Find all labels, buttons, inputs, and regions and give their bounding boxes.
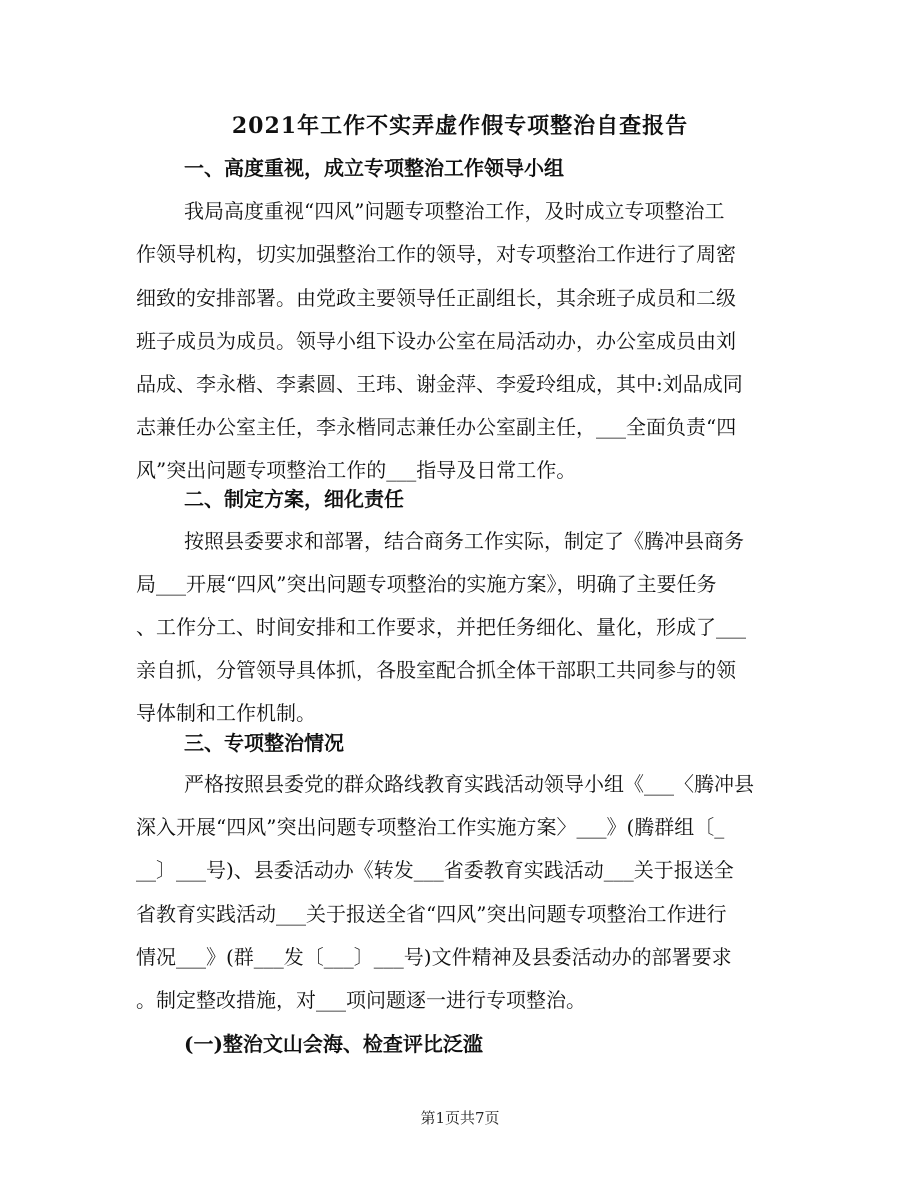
section-2-heading: 二、制定方案，细化责任 [184, 487, 404, 511]
section-3-line-4: 省教育实践活动___关于报送全省“四风”突出问题专项整治工作进行 [136, 902, 727, 926]
section-1-line-2: 作领导机构，切实加强整治工作的领导，对专项整治工作进行了周密 [136, 242, 736, 266]
section-3-line-5: 情况___》(群___发〔___〕___号)文件精神及县委活动办的部署要求 [136, 945, 732, 969]
section-2-line-4: 亲自抓，分管领导具体抓，各股室配合抓全体干部职工共同参与的领 [136, 658, 736, 682]
section-1-heading: 一、高度重视，成立专项整治工作领导小组 [184, 156, 564, 180]
section-2-line-5: 导体制和工作机制。 [136, 701, 316, 725]
page-number: 第1页共7页 [420, 1109, 500, 1127]
section-2-line-2: 局___开展“四风”突出问题专项整治的实施方案》，明确了主要任务 [136, 572, 717, 596]
section-1-line-5: 品成、李永楷、李素圆、王玮、谢金萍、李爱玲组成，其中:刘品成同 [136, 372, 743, 396]
section-3-line-2: 深入开展“四风”突出问题专项整治工作实施方案〉___》(腾群组〔_ [136, 815, 725, 839]
section-1-line-6: 志兼任办公室主任，李永楷同志兼任办公室副主任，___全面负责“四 [136, 415, 737, 439]
section-3-line-1: 严格按照县委党的群众路线教育实践活动领导小组《___〈腾冲县 [184, 772, 754, 796]
subsection-1-heading: (一)整治文山会海、检查评比泛滥 [184, 1032, 483, 1056]
section-1-line-7: 风”突出问题专项整治工作的___指导及日常工作。 [136, 458, 577, 482]
section-1-line-4: 班子成员为成员。领导小组下设办公室在局活动办，办公室成员由刘 [136, 329, 736, 353]
section-2-line-3: 、工作分工、时间安排和工作要求，并把任务细化、量化，形成了___ [136, 615, 746, 639]
section-3-line-3: __〕___号)、县委活动办《转发___省委教育实践活动___关于报送全 [136, 858, 734, 882]
document-title: 2021年工作不实弄虚作假专项整治自查报告 [231, 113, 689, 139]
section-3-line-6: 。制定整改措施，对___项问题逐一进行专项整治。 [136, 988, 586, 1012]
section-1-line-3: 细致的安排部署。由党政主要领导任正副组长，其余班子成员和二级 [136, 286, 736, 310]
section-3-heading: 三、专项整治情况 [184, 731, 344, 755]
section-2-line-1: 按照县委要求和部署，结合商务工作实际，制定了《腾冲县商务 [184, 529, 744, 553]
section-1-line-1: 我局高度重视“四风”问题专项整治工作，及时成立专项整治工 [184, 199, 725, 223]
